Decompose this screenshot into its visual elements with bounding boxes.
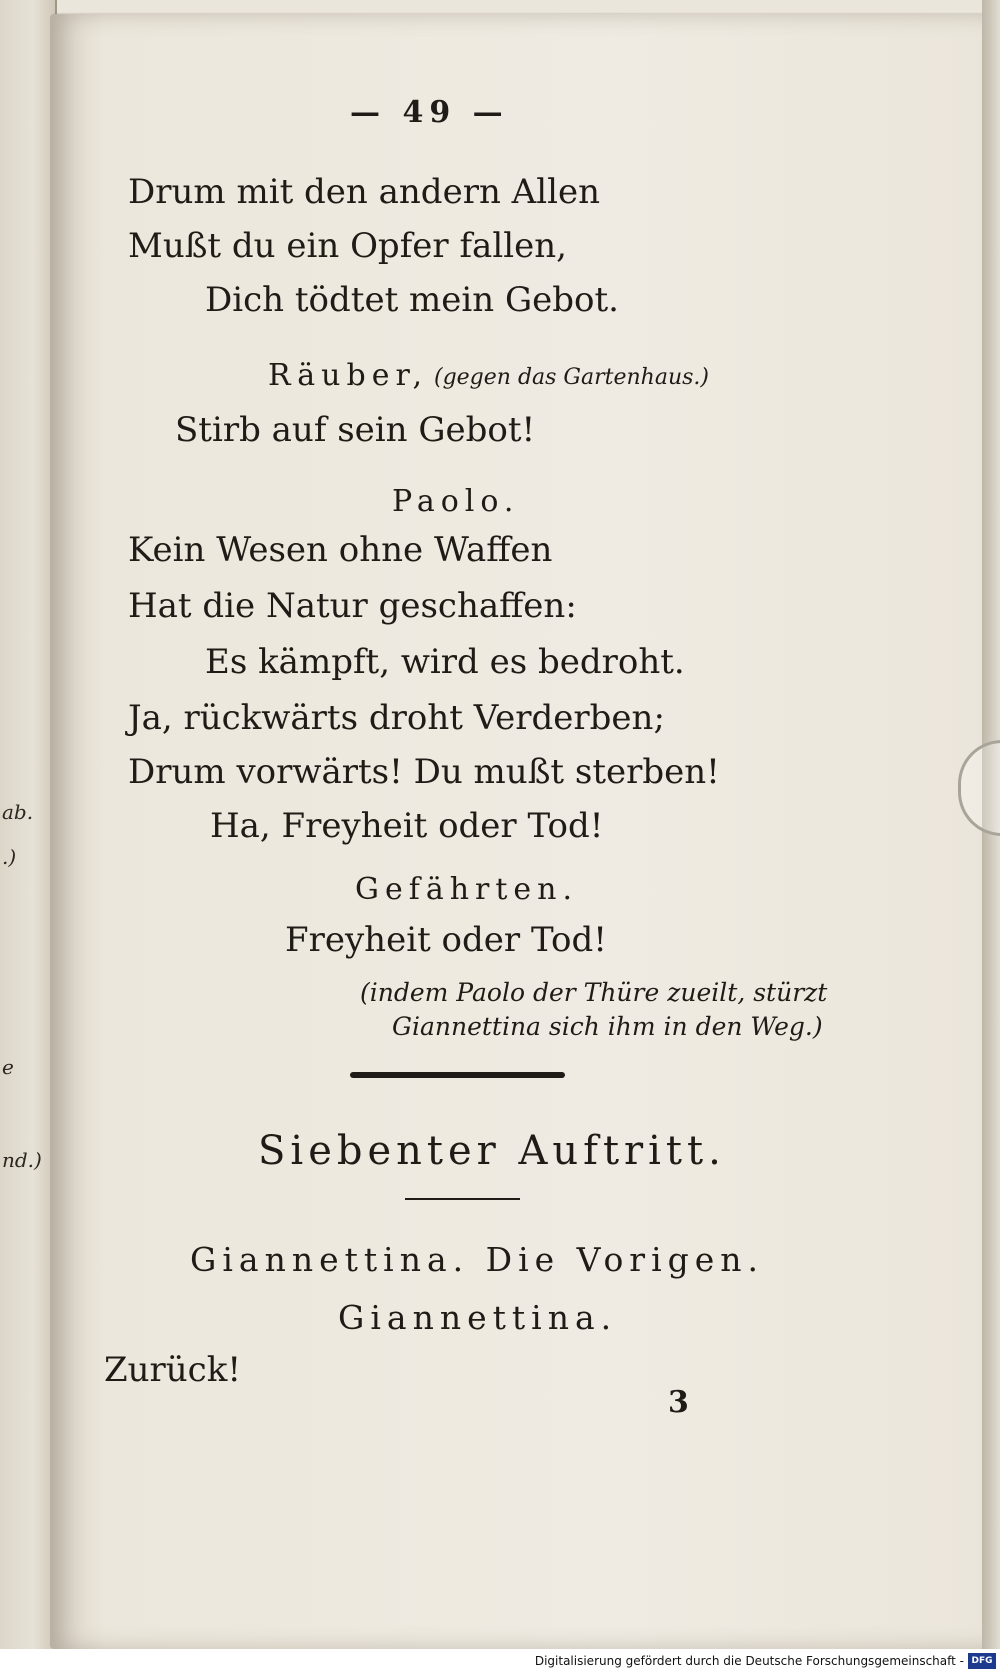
scene-title: Siebenter Auftritt. <box>258 1128 726 1174</box>
speaker-name: Gefährten. <box>355 872 579 907</box>
page-stack-edge <box>982 0 1000 1673</box>
verse-line: Hat die Natur geschaffen: <box>128 586 577 626</box>
verse-line: Dich tödtet mein Gebot. <box>205 280 619 320</box>
verse-line: Es kämpft, wird es bedroht. <box>205 642 685 682</box>
verse-line: Ja, rückwärts droht Verderben; <box>128 698 665 738</box>
verse-line: Mußt du ein Opfer fallen, <box>128 226 567 266</box>
dfg-logo: DFG <box>968 1653 996 1669</box>
footer-bar <box>0 1649 1000 1673</box>
stage-direction: (indem Paolo der Thüre zueilt, stürzt <box>360 978 828 1007</box>
stage-direction: Giannettina sich ihm in den Weg.) <box>392 1012 823 1041</box>
verse-line: Stirb auf sein Gebot! <box>175 410 536 450</box>
speaker-name: Paolo. <box>392 484 520 519</box>
scene-persons: Giannettina. Die Vorigen. <box>190 1240 765 1279</box>
verse-line: Kein Wesen ohne Waffen <box>128 530 553 570</box>
section-rule <box>350 1072 565 1078</box>
speaker-name: Giannettina. <box>338 1298 618 1337</box>
signature-mark: 3 <box>668 1385 689 1420</box>
verse-line: Freyheit oder Tod! <box>285 920 607 960</box>
footer-credit: Digitalisierung gefördert durch die Deutsche Forschungsgemeinschaft - <box>534 1654 964 1668</box>
verse-line: Zurück! <box>104 1350 241 1390</box>
page-number: — 49 — <box>350 95 509 130</box>
facing-page-fragment: .) <box>2 845 17 869</box>
stage-direction: (gegen das Gartenhaus.) <box>434 365 709 390</box>
title-rule <box>405 1198 520 1200</box>
verse-line: Ha, Freyheit oder Tod! <box>210 806 604 846</box>
facing-page-fragment: ab. <box>2 800 34 824</box>
verse-line: Drum vorwärts! Du mußt sterben! <box>128 752 720 792</box>
verse-line: Drum mit den andern Allen <box>128 172 600 212</box>
speaker-name: Räuber, <box>268 358 429 393</box>
facing-page-edge <box>0 0 57 1673</box>
facing-page-fragment: nd.) <box>2 1148 42 1172</box>
facing-page-fragment: e <box>2 1055 14 1079</box>
